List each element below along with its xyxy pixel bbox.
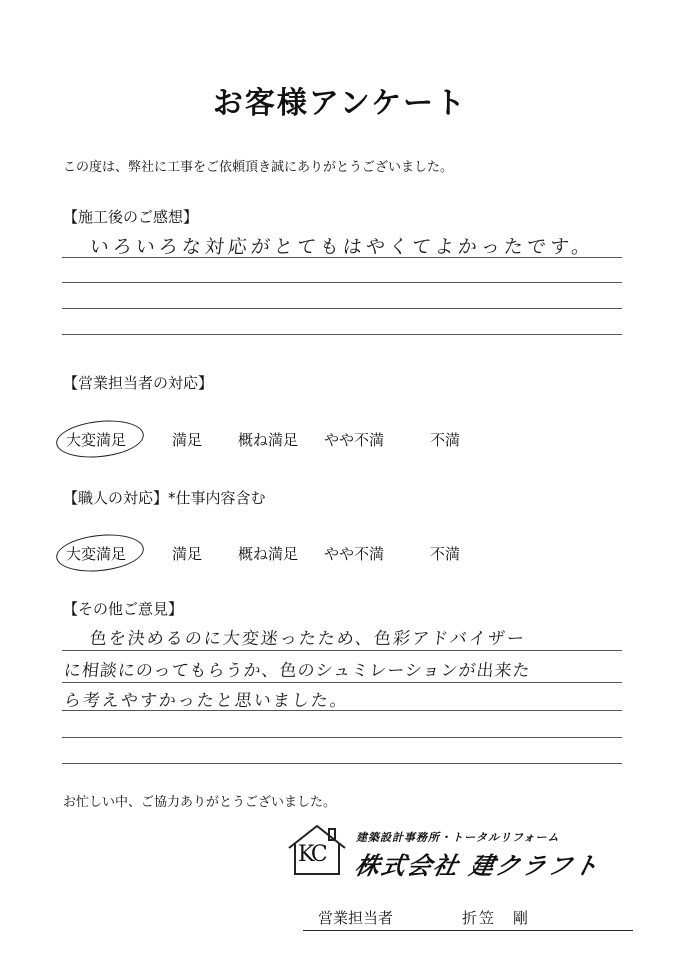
sales-rating-row <box>62 429 482 451</box>
craftsman-option-satisfied: 満足 <box>172 545 203 563</box>
sales-option-satisfied: 満足 <box>172 431 203 449</box>
intro-text: この度は、弊社に工事をご依頼頂き誠にありがとうございました。 <box>63 160 454 175</box>
rep-name: 折笠 剛 <box>462 909 531 927</box>
answer-rule <box>62 763 622 764</box>
sales-option-dissatisfied: 不満 <box>430 431 461 449</box>
answer-rule <box>62 682 622 683</box>
craftsman-heading: 【職人の対応】*仕事内容含む <box>63 489 266 507</box>
craftsman-option-very-satisfied: 大変満足 <box>66 545 127 563</box>
craftsman-option-mostly-satisfied: 概ね満足 <box>238 545 299 563</box>
signature-underline <box>303 930 633 931</box>
sales-heading: 【営業担当者の対応】 <box>63 374 214 392</box>
page-title: お客様アンケート <box>212 86 468 121</box>
answer-rule <box>62 650 622 651</box>
craftsman-option-somewhat-dissatisfied: やや不満 <box>324 545 385 563</box>
sales-option-mostly-satisfied: 概ね満足 <box>238 431 299 449</box>
company-name: 株式会社 建クラフト <box>352 852 603 880</box>
answer-rule <box>62 710 622 711</box>
closing-text: お忙しい中、ご協力ありがとうございました。 <box>63 795 337 810</box>
impression-heading: 【施工後のご感想】 <box>63 208 199 226</box>
company-subtitle: 建築設計事務所・トータルリフォーム <box>356 831 560 844</box>
other-answer-line-2: に相談にのってもらうか、色のシュミレーションが出来た <box>62 661 532 681</box>
other-answer-line-3: ら考えやすかったと思いました。 <box>62 691 350 711</box>
sales-option-very-satisfied: 大変満足 <box>66 431 127 449</box>
other-answer-line-1: 色を決めるのに大変迷ったため、色彩アドバイザー <box>88 629 527 649</box>
answer-rule <box>62 308 622 309</box>
answer-rule <box>62 257 622 258</box>
other-heading: 【その他ご意見】 <box>63 600 184 618</box>
house-logo-icon <box>286 822 348 878</box>
craftsman-rating-row <box>62 543 482 565</box>
answer-rule <box>62 282 622 283</box>
impression-answer-line-1: いろいろな対応がとてもはやくてよかったです。 <box>88 236 596 258</box>
answer-rule <box>62 334 622 335</box>
rep-label: 営業担当者 <box>318 909 394 927</box>
sales-option-somewhat-dissatisfied: やや不満 <box>324 431 385 449</box>
answer-rule <box>62 737 622 738</box>
logo-letters: KC <box>298 842 325 867</box>
craftsman-option-dissatisfied: 不満 <box>430 545 461 563</box>
